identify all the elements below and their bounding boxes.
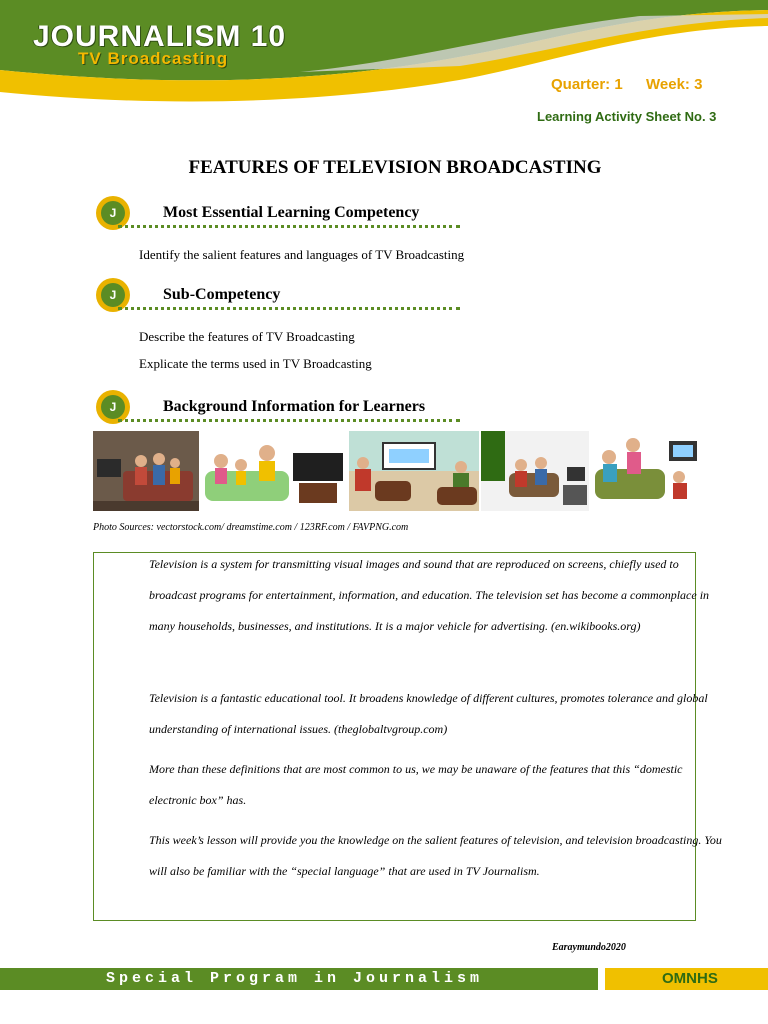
info-paragraph: Television is a system for transmitting visual images and sound that are reproduced on screens, chiefly used to broadcast programs for entertainment, information, and education. The television set has become a commonplace in many households, businesses, and institutions. It is a major vehicle for advertising. (en.wikibooks.org) — [149, 557, 710, 633]
family-watching-tv-image — [93, 431, 199, 511]
background-info-box — [93, 552, 722, 921]
photo-credit: Photo Sources: vectorstock.com/ dreamstime.com / 123RF.com / FAVPNG.com — [93, 522, 409, 533]
info-paragraph: This week’s lesson will provide you the knowledge on the salient features of television, and television broadcasting. You will also be familiar with the “special language” that are used in TV Journalism. — [149, 833, 722, 878]
info-paragraph: Television is a fantastic educational tool. It broadens knowledge of different cultures, promotes tolerance and global understanding of international issues. (theglobaltvgroup.com) — [149, 691, 708, 736]
subcompetency-item: Describe the features of TV Broadcasting — [139, 329, 355, 344]
section-title-background: Background Information for Learners — [163, 398, 426, 415]
activity-sheet-label: Learning Activity Sheet No. 3 — [537, 109, 717, 124]
section-divider — [118, 225, 460, 228]
footer-school-name: OMNHS — [662, 970, 718, 987]
family-couch-tv-image — [591, 431, 703, 511]
badge-letter: J — [101, 395, 125, 419]
parents-kids-tv-image — [201, 431, 347, 511]
quarter-label: Quarter: 1 — [551, 76, 623, 93]
week-label: Week: 3 — [646, 76, 703, 93]
section-divider — [118, 307, 460, 310]
info-paragraph: More than these definitions that are most common to us, we may be unaware of the features that this “domestic electronic box” has. — [149, 762, 683, 807]
subcompetency-item: Explicate the terms used in TV Broadcasting — [139, 356, 372, 371]
section-divider — [118, 419, 460, 422]
journal-subtitle: TV Broadcasting — [78, 49, 229, 68]
competency-item: Identify the salient features and languages of TV Broadcasting — [139, 247, 465, 262]
living-room-tv-image — [349, 431, 479, 511]
section-title-subcompetency: Sub-Competency — [163, 286, 281, 303]
footer-program-name: Special Program in Journalism — [106, 970, 484, 987]
document-title: FEATURES OF TELEVISION BROADCASTING — [188, 157, 602, 178]
kids-watching-tv-image — [481, 431, 589, 511]
badge-letter: J — [101, 283, 125, 307]
badge-letter: J — [101, 201, 125, 225]
author-signature: Earaymundo2020 — [552, 942, 626, 953]
journal-title: JOURNALISM 10 — [33, 20, 287, 53]
section-title-competency: Most Essential Learning Competency — [163, 204, 420, 221]
